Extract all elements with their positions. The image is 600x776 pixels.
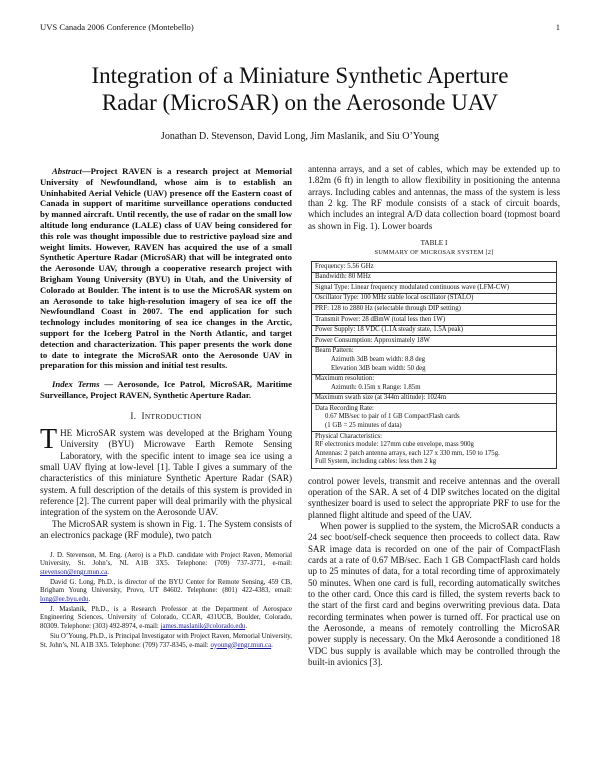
- table-cell: PRF: 128 to 2880 Hz (selectable through DIP setting): [312, 304, 557, 315]
- table-row: [312, 315, 557, 326]
- table-row: [312, 293, 557, 304]
- table-cell: Data Recording Rate: 0.67 MB/sec to pair of 1 GB CompactFlash cards (1 GB = 25 minutes of data): [312, 404, 557, 432]
- table-row: [312, 346, 557, 374]
- table-cell: Power Supply: 18 VDC (1.1A steady state, 1.5A peak): [312, 325, 557, 336]
- table-row: [312, 325, 557, 336]
- author-email-link[interactable]: long@ee.byu.edu: [40, 596, 89, 604]
- table-row: [312, 262, 557, 273]
- right-column: [308, 164, 560, 668]
- table-cell: Signal Type: Linear frequency modulated continuous wave (LFM-CW): [312, 283, 557, 294]
- abstract-text: —Project RAVEN is a research project at Memorial University of Newfoundland, whose aim is to establish an Uninhabited Aerial Vehicle (UAV) presence off the Eastern coast of Canada in support of maritime surveillance operations conducted by manned aircraft. Until recently, the use of radar on the small low altitude long endurance (LALE) class of UAV being considered for this role was thought impossible due to restrictive payload size and weight limits. However, RAVEN has acquired the use of a small Synthetic Aperture Radar (MicroSAR) that will be integrated onto the Aerosonde UAV, through a cooperative research project with Brigham Young University (BYU) in Utah, and the University of Colorado at Boulder. The intent is to use the MicroSAR system on an Aerosonde to take high-resolution imagery of sea ice off the Newfoundland Coast in 2007. The end application for such technology includes monitoring of sea ice changes in the Arctic, support for the Iceberg Patrol in the North Atlantic, and target detection and characterization. This paper presents the work done to date to integrate the MicroSAR onto the Aerosonde UAV in preparation for this mission and initial test results.: [40, 166, 292, 371]
- table-cell: Frequency: 5.56 GHz: [312, 262, 557, 273]
- table-cell: Beam Pattern: Azimuth 3dB beam width: 8.8 deg Elevation 3dB beam width: 50 deg: [312, 346, 557, 374]
- paper-title: [40, 62, 560, 116]
- conference-name: UVS Canada 2006 Conference (Montebello): [40, 22, 194, 32]
- author-email-link[interactable]: oyoung@engr.mun.ca: [210, 641, 272, 649]
- table-cell: Maximum swath size (at 344m altitude): 1024m: [312, 393, 557, 404]
- table-row: [312, 432, 557, 468]
- title-line-2: Radar (MicroSAR) on the Aerosonde UAV: [101, 90, 499, 115]
- table-row: [312, 283, 557, 294]
- running-header: [40, 22, 560, 32]
- right-paragraph-2: control power levels, transmit and receive antennas and the overall operation of the SAR. A set of 4 DIP switches located on the digital synthesizer board is used to select the appropriate PRF to use for the planned flight altitude and speed of the UAV.: [308, 475, 560, 520]
- table-row: [312, 393, 557, 404]
- index-terms: [40, 379, 292, 401]
- table-number: TABLE I: [420, 239, 448, 248]
- author-email-link[interactable]: james.maslanik@colorado.edu: [160, 623, 246, 631]
- drop-cap: T: [40, 424, 58, 456]
- footnote-2: David G. Long, Ph.D., is director of the BYU Center for Remote Sensing, 459 CB, Brigham Young University, Provo, UT 84602. Telephone: (801) 422-4383, email: long@ee.byu.edu.: [40, 578, 292, 604]
- table-row: [312, 272, 557, 283]
- footnote-4: Siu O’Young, Ph.D., is Principal Investigator with Project Raven, Memorial University, St. John’s, NL A1B 3X5. Telephone: (709) 737-8345, e-mail: oyoung@engr.mun.ca.: [40, 632, 292, 649]
- table-row: [312, 336, 557, 347]
- index-terms-label: Index Terms: [52, 379, 100, 390]
- table-row: [312, 304, 557, 315]
- table-cell: Power Consumption: Approximately 18W: [312, 336, 557, 347]
- right-paragraph-3: When power is supplied to the system, the MicroSAR conducts a 24 sec boot/self-check sequence then proceeds to collect data. Raw SAR image data is recorded on one of the pair of CompactFlash cards at a rate of 0.67 MB/sec. Each 1 GB CompactFlash card holds up to 25 minutes of data, for a total recording time of approximately 50 minutes. When one card is full, recording automatically switches to the other card. Once this card is filled, the system reverts back to the start of the first card and begins overwriting previous data. Data recording terminates when power is turned off. For practical use on the Aerosonde, a means of remotely controlling the MicroSAR power supply is necessary. On the Mk4 Aerosonde a conditioned 18 VDC bus supply is available which may be controlled through the built-in avionics [3].: [308, 520, 560, 668]
- table-cell: Physical Characteristics: RF electronics module: 127mm cube envelope, mass 900g Antennas: 2 patch antenna arrays, each 127 x 330 mm, 150 to 175g. Full System, including cables: less then 2 kg: [312, 432, 557, 468]
- table-cell: Bandwidth: 80 MHz: [312, 272, 557, 283]
- left-column: [40, 166, 292, 651]
- table-cell: Transmit Power: 28 dBmW (total less then 1W): [312, 315, 557, 326]
- table-cell: Maximum resolution: Azimuth: 0.15m x Range: 1.85m: [312, 374, 557, 393]
- table-row: [312, 404, 557, 432]
- index-terms-text: — Aerosonde, Ice Patrol, MicroSAR, Maritime Surveillance, Project RAVEN, Synthetic Aperture Radar.: [40, 379, 292, 400]
- abstract: [40, 166, 292, 371]
- spec-table: [311, 261, 557, 468]
- author-list: Jonathan D. Stevenson, David Long, Jim Maslanik, and Siu O’Young: [160, 131, 440, 142]
- table-title: SUMMARY OF MICROSAR SYSTEM [2]: [374, 249, 494, 257]
- page-number: 1: [555, 22, 560, 32]
- author-email-link[interactable]: stevenson@engr.mun.ca: [40, 568, 108, 576]
- abstract-label: Abstract: [52, 166, 82, 176]
- right-paragraph-1: antenna arrays, and a set of cables, which may be extended up to 1.82m (6 ft) in length to allow flexibility in positioning the antenna arrays. Including cables and antennas, the mass of the system is less than 2 kg. The RF module consists of a stack of circuit boards, which includes an integral A/D data collection board (topmost board as shown in Fig. 1). Lower boards: [308, 164, 560, 231]
- footnote-1: J. D. Stevenson, M. Eng. (Aero) is a Ph.D. candidate with Project Raven, Memorial University, St. John’s, NL A1B 3X5. Telephone: (709) 737-3771, e-mail: stevenson@engr.mun.ca.: [40, 551, 292, 576]
- intro-paragraph-1: THE MicroSAR system was developed at the Brigham Young University (BYU) Microwave Earth Remote Sensing Laboratory, with the specific intent to image sea ice using a small UAV flying at low-level [1]. Table I gives a summary of the characteristics of this miniature Synthetic Aperture Radar (SAR) system. A full description of the details of this system is provided in reference [2]. The current paper will deal primarily with the physical integration of the system on the Aerosonde UAV.: [40, 424, 292, 518]
- intro-paragraph-2: The MicroSAR system is shown in Fig. 1. The System consists of an electronics package (RF module), two patch: [40, 518, 292, 541]
- title-line-1: Integration of a Miniature Synthetic Aperture: [91, 63, 509, 88]
- footnotes: [40, 552, 292, 651]
- table-cell: Oscillator Type: 100 MHz stable local oscillator (STALO): [312, 293, 557, 304]
- table-row: [312, 374, 557, 393]
- section-heading-introduction: I. INTRODUCTION: [130, 410, 202, 421]
- footnote-3: J. Maslanik, Ph.D., is a Research Professor at the Department of Aerospace Engineering Sciences, University of Colorado, CCAR, 431UCB, Boulder, Colorado, 80309. Telephone: (303) 492-8974, e-mail: james.maslanik@colorado.edu.: [40, 605, 292, 631]
- table-caption: [308, 239, 560, 257]
